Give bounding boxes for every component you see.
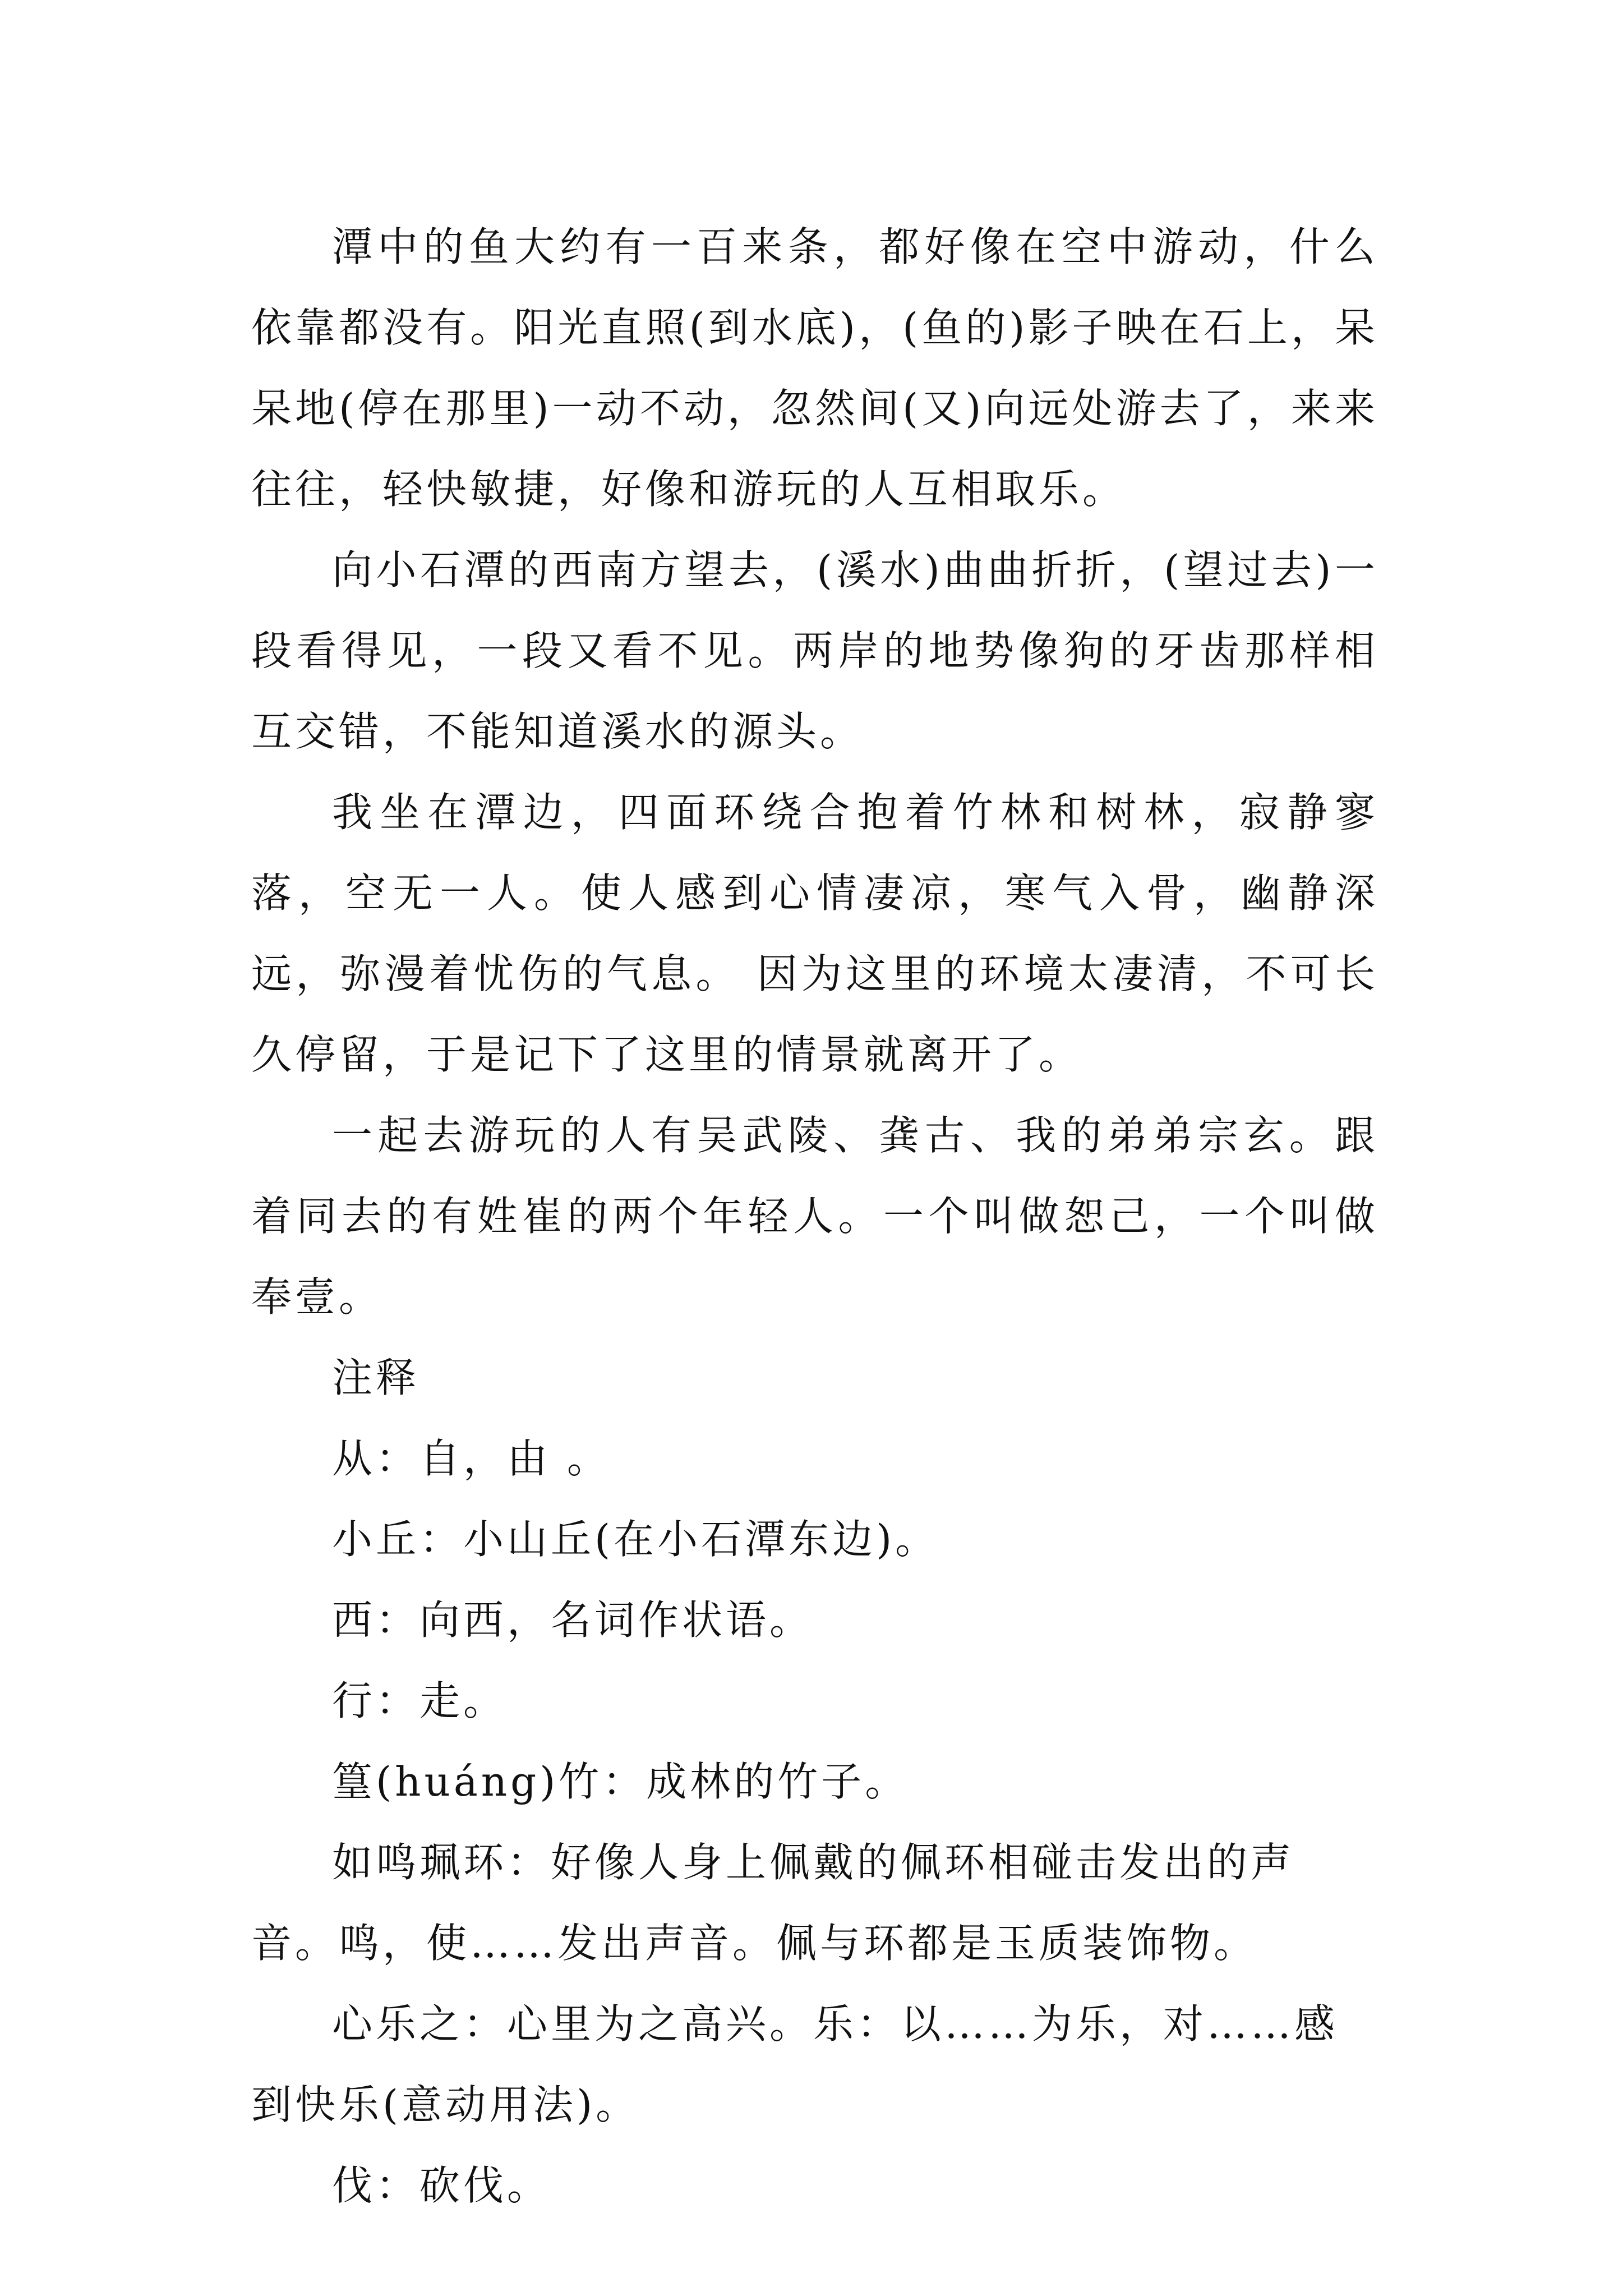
note-item: 篁(huáng)竹：成林的竹子。 [332, 1758, 909, 1805]
note-item: 西：向西，名词作状语。 [332, 1596, 814, 1644]
paragraph-southwest-view: 向小石潭的西南方望去，(溪水)曲曲折折，(望过去)一段看得见，一段又看不见。两岸的地势像狗的牙齿那样相互交错，不能知道溪水的源头。 [251, 546, 1378, 755]
note-item: 小丘：小山丘(在小石潭东边)。 [332, 1516, 939, 1563]
document-body [251, 206, 1378, 2226]
notes-heading: 注释 [332, 1354, 420, 1401]
note-item: 从：自，由 。 [332, 1435, 611, 1482]
paragraph-fish: 潭中的鱼大约有一百来条，都好像在空中游动，什么依靠都没有。阳光直照(到水底)，(鱼的)影子映在石上，呆呆地(停在那里)一动不动，忽然间(又)向远处游去了，来来往往，轻快敏捷，好像和游玩的人互相取乐。 [251, 223, 1378, 513]
note-item: 如鸣珮环：好像人身上佩戴的佩环相碰击发出的声音。鸣，使……发出声音。佩与环都是玉质装饰物。 [251, 1839, 1295, 1967]
paragraph-sitting-by-pool: 我坐在潭边，四面环绕合抱着竹林和树林，寂静寥落，空无一人。使人感到心情凄凉，寒气入骨，幽静深远，弥漫着忧伤的气息。 因为这里的环境太凄清，不可长久停留，于是记下了这里的情景就离开了。 [251, 789, 1378, 1078]
note-item: 伐：砍伐。 [332, 2162, 551, 2209]
note-item: 心乐之：心里为之高兴。乐：以……为乐，对……感到快乐(意动用法)。 [251, 2000, 1339, 2128]
note-item: 行：走。 [332, 1677, 508, 1724]
paragraph-companions: 一起去游玩的人有吴武陵、龚古、我的弟弟宗玄。跟着同去的有姓崔的两个年轻人。一个叫做恕己，一个叫做奉壹。 [251, 1112, 1378, 1320]
